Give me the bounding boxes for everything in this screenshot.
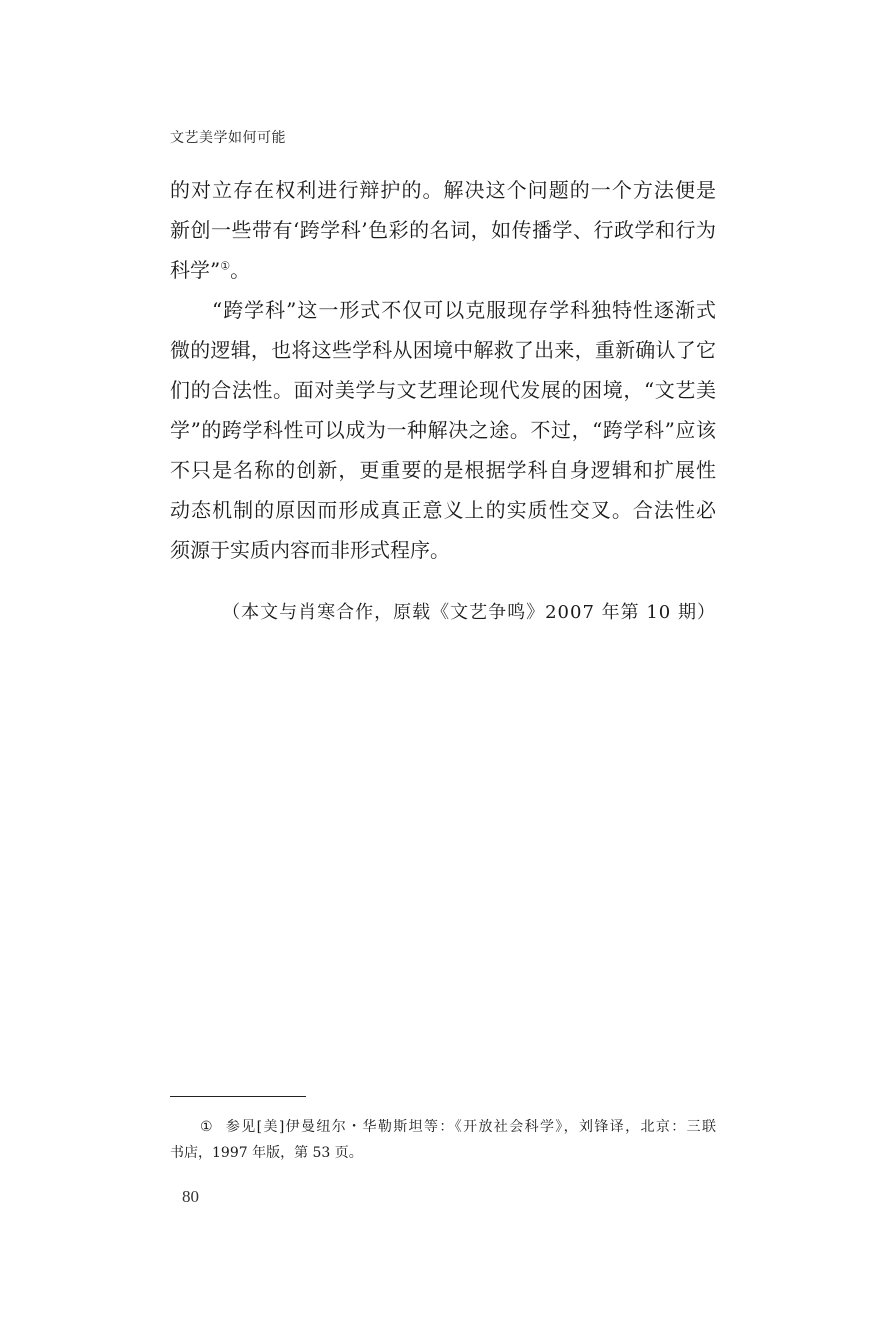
body-text — [170, 170, 716, 570]
footnote — [170, 1114, 716, 1166]
footnote-text: 参见[美]伊曼纽尔・华勒斯坦等：《开放社会科学》，刘锋译，北京：三联 — [225, 1119, 716, 1135]
body-line: “跨学科”这一形式不仅可以克服现存学科独特性逐渐式 — [212, 298, 716, 322]
paragraph-end-mark: 。 — [230, 258, 251, 282]
body-line: 的对立存在权利进行辩护的。解决这个问题的一个方法便是 — [170, 178, 716, 202]
body-line: 学”的跨学科性可以成为一种解决之途。不过，“跨学科”应该 — [170, 418, 716, 442]
footnote-line: 书店，1997 年版，第 53 页。 — [170, 1145, 363, 1161]
footnote-reference: ① — [220, 259, 231, 273]
body-line: 微的逻辑，也将这些学科从困境中解救了出来，重新确认了它 — [170, 338, 716, 362]
body-line-with-footnote — [170, 250, 716, 290]
footnote-mark: ① — [200, 1119, 214, 1135]
body-line: 不只是名称的创新，更重要的是根据学科自身逻辑和扩展性 — [170, 458, 716, 482]
page-number: 80 — [182, 1187, 199, 1206]
source-note: （本文与肖寒合作，原载《文艺争鸣》2007 年第 10 期） — [222, 602, 716, 623]
running-head-title: 文艺美学如何可能 — [170, 130, 286, 146]
footnote-line — [170, 1114, 716, 1140]
body-line: 新创一些带有‘跨学科’色彩的名词，如传播学、行政学和行为 — [170, 218, 716, 242]
body-line: 们的合法性。面对美学与文艺理论现代发展的困境，“文艺美 — [170, 378, 716, 402]
body-line: 动态机制的原因而形成真正意义上的实质性交叉。合法性必 — [170, 498, 716, 522]
footnote-divider — [170, 1096, 306, 1097]
body-line: 须源于实质内容而非形式程序。 — [170, 538, 450, 562]
body-line-text: 科学” — [170, 258, 221, 282]
